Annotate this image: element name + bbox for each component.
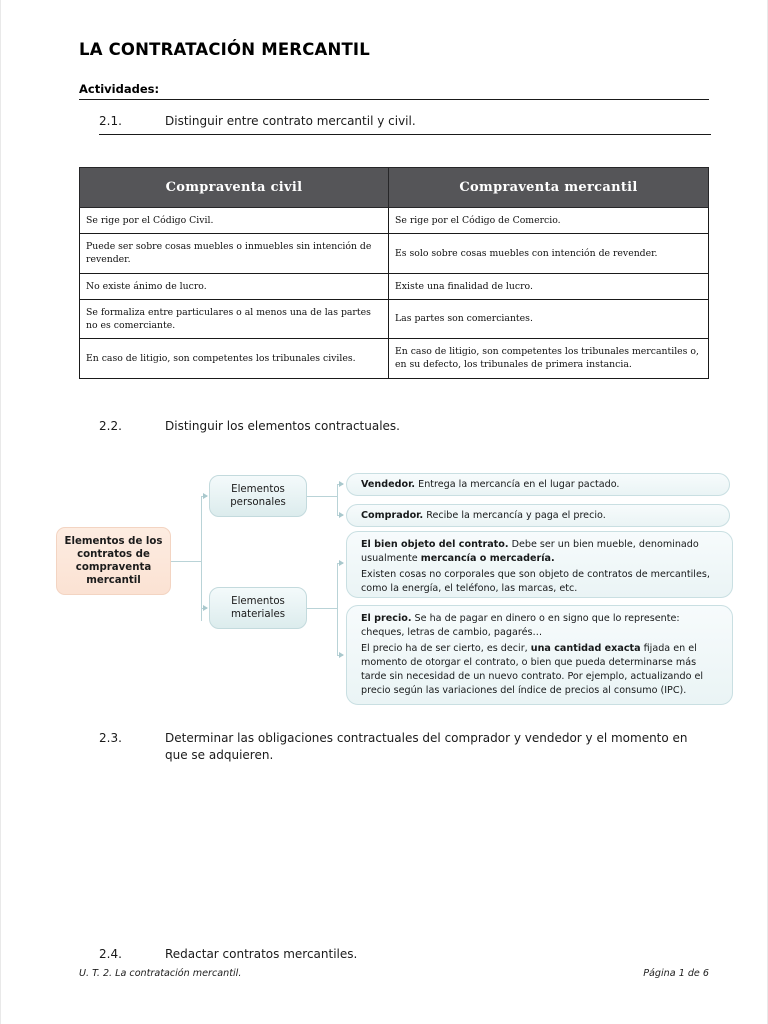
activity-text: Redactar contratos mercantiles.	[165, 947, 358, 961]
comparison-table	[79, 167, 709, 379]
activity-item-2-2	[99, 418, 711, 435]
leaf-paragraph	[361, 642, 720, 698]
activity-number: 2.3.	[99, 731, 122, 745]
elements-diagram	[1, 455, 768, 715]
leaf-paragraph: Existen cosas no corporales que son objeto de contratos de mercantiles, como la energía, el teléfono, las marcas, etc.	[361, 568, 710, 594]
leaf-text: fijada en el momento de otorgar el contrato, o bien que pueda determinarse más tarde sin necesidad de un nuevo contrato. Por ejemplo, actualizando el precio según las variaciones del índice de precios al consumo (IPC).	[361, 642, 704, 696]
activity-text: Determinar las obligaciones contractuales del comprador y vendedor y el momento en que se adquieren.	[165, 731, 688, 763]
page-title: LA CONTRATACIÓN MERCANTIL	[79, 40, 370, 59]
table-cell-mercantil: Es solo sobre cosas muebles con intención de revender.	[389, 234, 709, 273]
table-cell-civil: Puede ser sobre cosas muebles o inmuebles sin intención de revender.	[80, 234, 389, 273]
table-cell-civil: Se rige por el Código Civil.	[80, 208, 389, 234]
leaf-term: Comprador.	[361, 509, 424, 521]
table-cell-civil: Se formaliza entre particulares o al menos una de las partes no es comerciante.	[80, 299, 389, 338]
leaf-term: El precio.	[361, 613, 412, 624]
activity-number: 2.1.	[99, 114, 122, 128]
footer-left-text: U. T. 2. La contratación mercantil.	[79, 968, 242, 979]
activity-number: 2.2.	[99, 419, 122, 433]
leaf-term: Vendedor.	[361, 478, 416, 490]
table-row	[80, 234, 709, 273]
table-cell-civil: En caso de litigio, son competentes los tribunales civiles.	[80, 339, 389, 378]
diagram-leaf-bien-objeto	[346, 531, 733, 598]
diagram-leaf-precio	[346, 605, 733, 705]
arrow-to-comprador-icon	[339, 512, 344, 518]
table-row	[80, 339, 709, 378]
activity-item-2-1	[99, 113, 711, 135]
diagram-branch-materiales: Elementos materiales	[209, 587, 307, 629]
table-cell-mercantil: Se rige por el Código de Comercio.	[389, 208, 709, 234]
connector-personales-vertical	[337, 484, 338, 516]
activity-number: 2.4.	[99, 947, 122, 961]
diagram-leaf-comprador	[346, 504, 730, 527]
leaf-text: Debe ser un bien mueble, denominado usualmente	[361, 539, 699, 564]
page-footer	[79, 968, 709, 979]
table-row	[80, 273, 709, 299]
table-header-row	[80, 168, 709, 208]
arrow-to-precio-icon	[339, 652, 344, 658]
activity-text: Distinguir los elementos contractuales.	[165, 419, 400, 433]
activity-item-2-4	[99, 946, 711, 963]
leaf-text: Entrega la mercancía en el lugar pactado.	[415, 478, 620, 490]
diagram-leaf-vendedor	[346, 473, 730, 496]
leaf-term-secondary: una cantidad exacta	[530, 642, 641, 654]
table-row	[80, 299, 709, 338]
arrow-to-vendedor-icon	[339, 481, 344, 487]
table-header-civil: Compraventa civil	[80, 168, 389, 208]
arrow-to-personales-icon	[203, 493, 208, 499]
arrow-to-bien-icon	[339, 560, 344, 566]
diagram-root-node: Elementos de los contratos de compraventa mercantil	[56, 527, 171, 595]
leaf-term: El bien objeto del contrato.	[361, 539, 509, 550]
table-row	[80, 208, 709, 234]
leaf-paragraph	[361, 612, 720, 640]
activity-item-2-3	[99, 730, 713, 765]
table-cell-mercantil: Las partes son comerciantes.	[389, 299, 709, 338]
leaf-text: El precio ha de ser cierto, es decir,	[361, 642, 531, 654]
connector-root-stem	[171, 561, 201, 562]
activities-heading: Actividades:	[79, 82, 709, 100]
arrow-to-materiales-icon	[203, 605, 208, 611]
connector-trunk-vertical	[201, 496, 202, 621]
leaf-term-secondary: mercancía o mercadería.	[420, 552, 555, 564]
diagram-branch-personales: Elementos personales	[209, 475, 307, 517]
leaf-paragraph	[361, 538, 720, 566]
connector-materiales-stem	[307, 608, 337, 609]
footer-page-number: Página 1 de 6	[643, 968, 709, 979]
connector-personales-stem	[307, 496, 337, 497]
table-cell-mercantil: En caso de litigio, son competentes los tribunales mercantiles o, en su defecto, los tribunales de primera instancia.	[389, 339, 709, 378]
leaf-text: Recibe la mercancía y paga el precio.	[423, 509, 606, 521]
activity-text: Distinguir entre contrato mercantil y civil.	[165, 114, 416, 128]
table-cell-civil: No existe ánimo de lucro.	[80, 273, 389, 299]
leaf-text: Se ha de pagar en dinero o en signo que lo represente: cheques, letras de cambio, pagarés…	[361, 613, 680, 638]
table-header-mercantil: Compraventa mercantil	[389, 168, 709, 208]
table-cell-mercantil: Existe una finalidad de lucro.	[389, 273, 709, 299]
connector-materiales-vertical	[337, 563, 338, 655]
